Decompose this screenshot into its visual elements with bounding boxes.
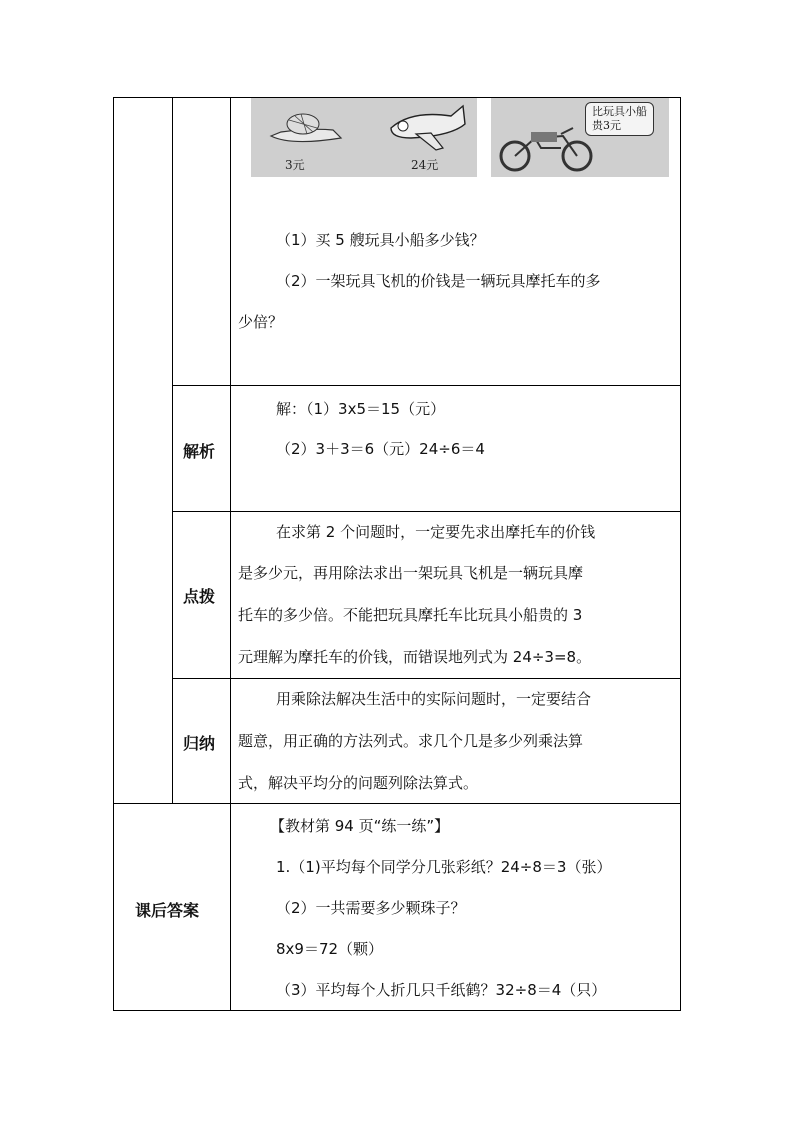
question-1: （1）买 5 艘玩具小船多少钱？ — [276, 231, 485, 249]
table-border-right-line — [680, 97, 681, 1011]
row-divider-analysis — [172, 511, 681, 512]
row-divider-summary — [113, 803, 681, 804]
tips-line4: 元理解为摩托车的价钱，而错误地列式为 24÷3=8。 — [238, 648, 592, 666]
row-divider-question — [172, 385, 681, 386]
answers-line4: 8x9＝72（颗） — [276, 940, 384, 958]
analysis-line2: （2）3＋3＝6（元）24÷6＝4 — [276, 440, 485, 458]
answers-label: 课后答案 — [135, 901, 200, 920]
col2-divider-line — [172, 97, 173, 803]
question-2-line1: （2）一架玩具飞机的价钱是一辆玩具摩托车的多 — [276, 272, 601, 290]
summary-line2: 题意，用正确的方法列式。求几个几是多少列乘法算 — [238, 732, 584, 750]
plane-price-label: 24元 — [411, 158, 439, 172]
analysis-label: 解析 — [183, 442, 216, 461]
answers-line1: 【教材第 94 页“练一练”】 — [270, 817, 450, 835]
question-2-line2: 少倍？ — [238, 313, 284, 331]
toy-boat-plane-photo — [251, 98, 477, 177]
row-divider-tips — [172, 678, 681, 679]
table-border-bottom-line — [113, 1010, 681, 1011]
boat-price-label: 3元 — [285, 158, 305, 172]
table-border-left-line — [113, 97, 114, 1011]
tips-label: 点拨 — [183, 587, 216, 606]
content-divider-line — [230, 97, 231, 1011]
answers-line3: （2）一共需要多少颗珠子？ — [276, 899, 466, 917]
summary-line3: 式，解决平均分的问题列除法算式。 — [238, 774, 479, 792]
tips-line3: 托车的多少倍。不能把玩具摩托车比玩具小船贵的 3 — [238, 606, 583, 624]
tips-line2: 是多少元，再用除法求出一架玩具飞机是一辆玩具摩 — [238, 564, 584, 582]
toy-motorcycle-photo — [491, 98, 669, 177]
summary-line1: 用乘除法解决生活中的实际问题时，一定要结合 — [276, 690, 592, 708]
summary-label: 归纳 — [183, 734, 216, 753]
analysis-line1: 解：（1）3x5＝15（元） — [276, 400, 446, 418]
bubble-text-line1: 比玩具小船 — [592, 105, 647, 118]
answers-line5: （3）平均每个人折几只千纸鹤？32÷8＝4（只） — [276, 981, 607, 999]
tips-line1: 在求第 2 个问题时，一定要先求出摩托车的价钱 — [276, 523, 596, 541]
speech-bubble — [585, 102, 654, 136]
answers-line2: 1.（1)平均每个同学分几张彩纸？24÷8＝3（张） — [276, 858, 612, 876]
bubble-text-line2: 贵3元 — [592, 119, 621, 132]
